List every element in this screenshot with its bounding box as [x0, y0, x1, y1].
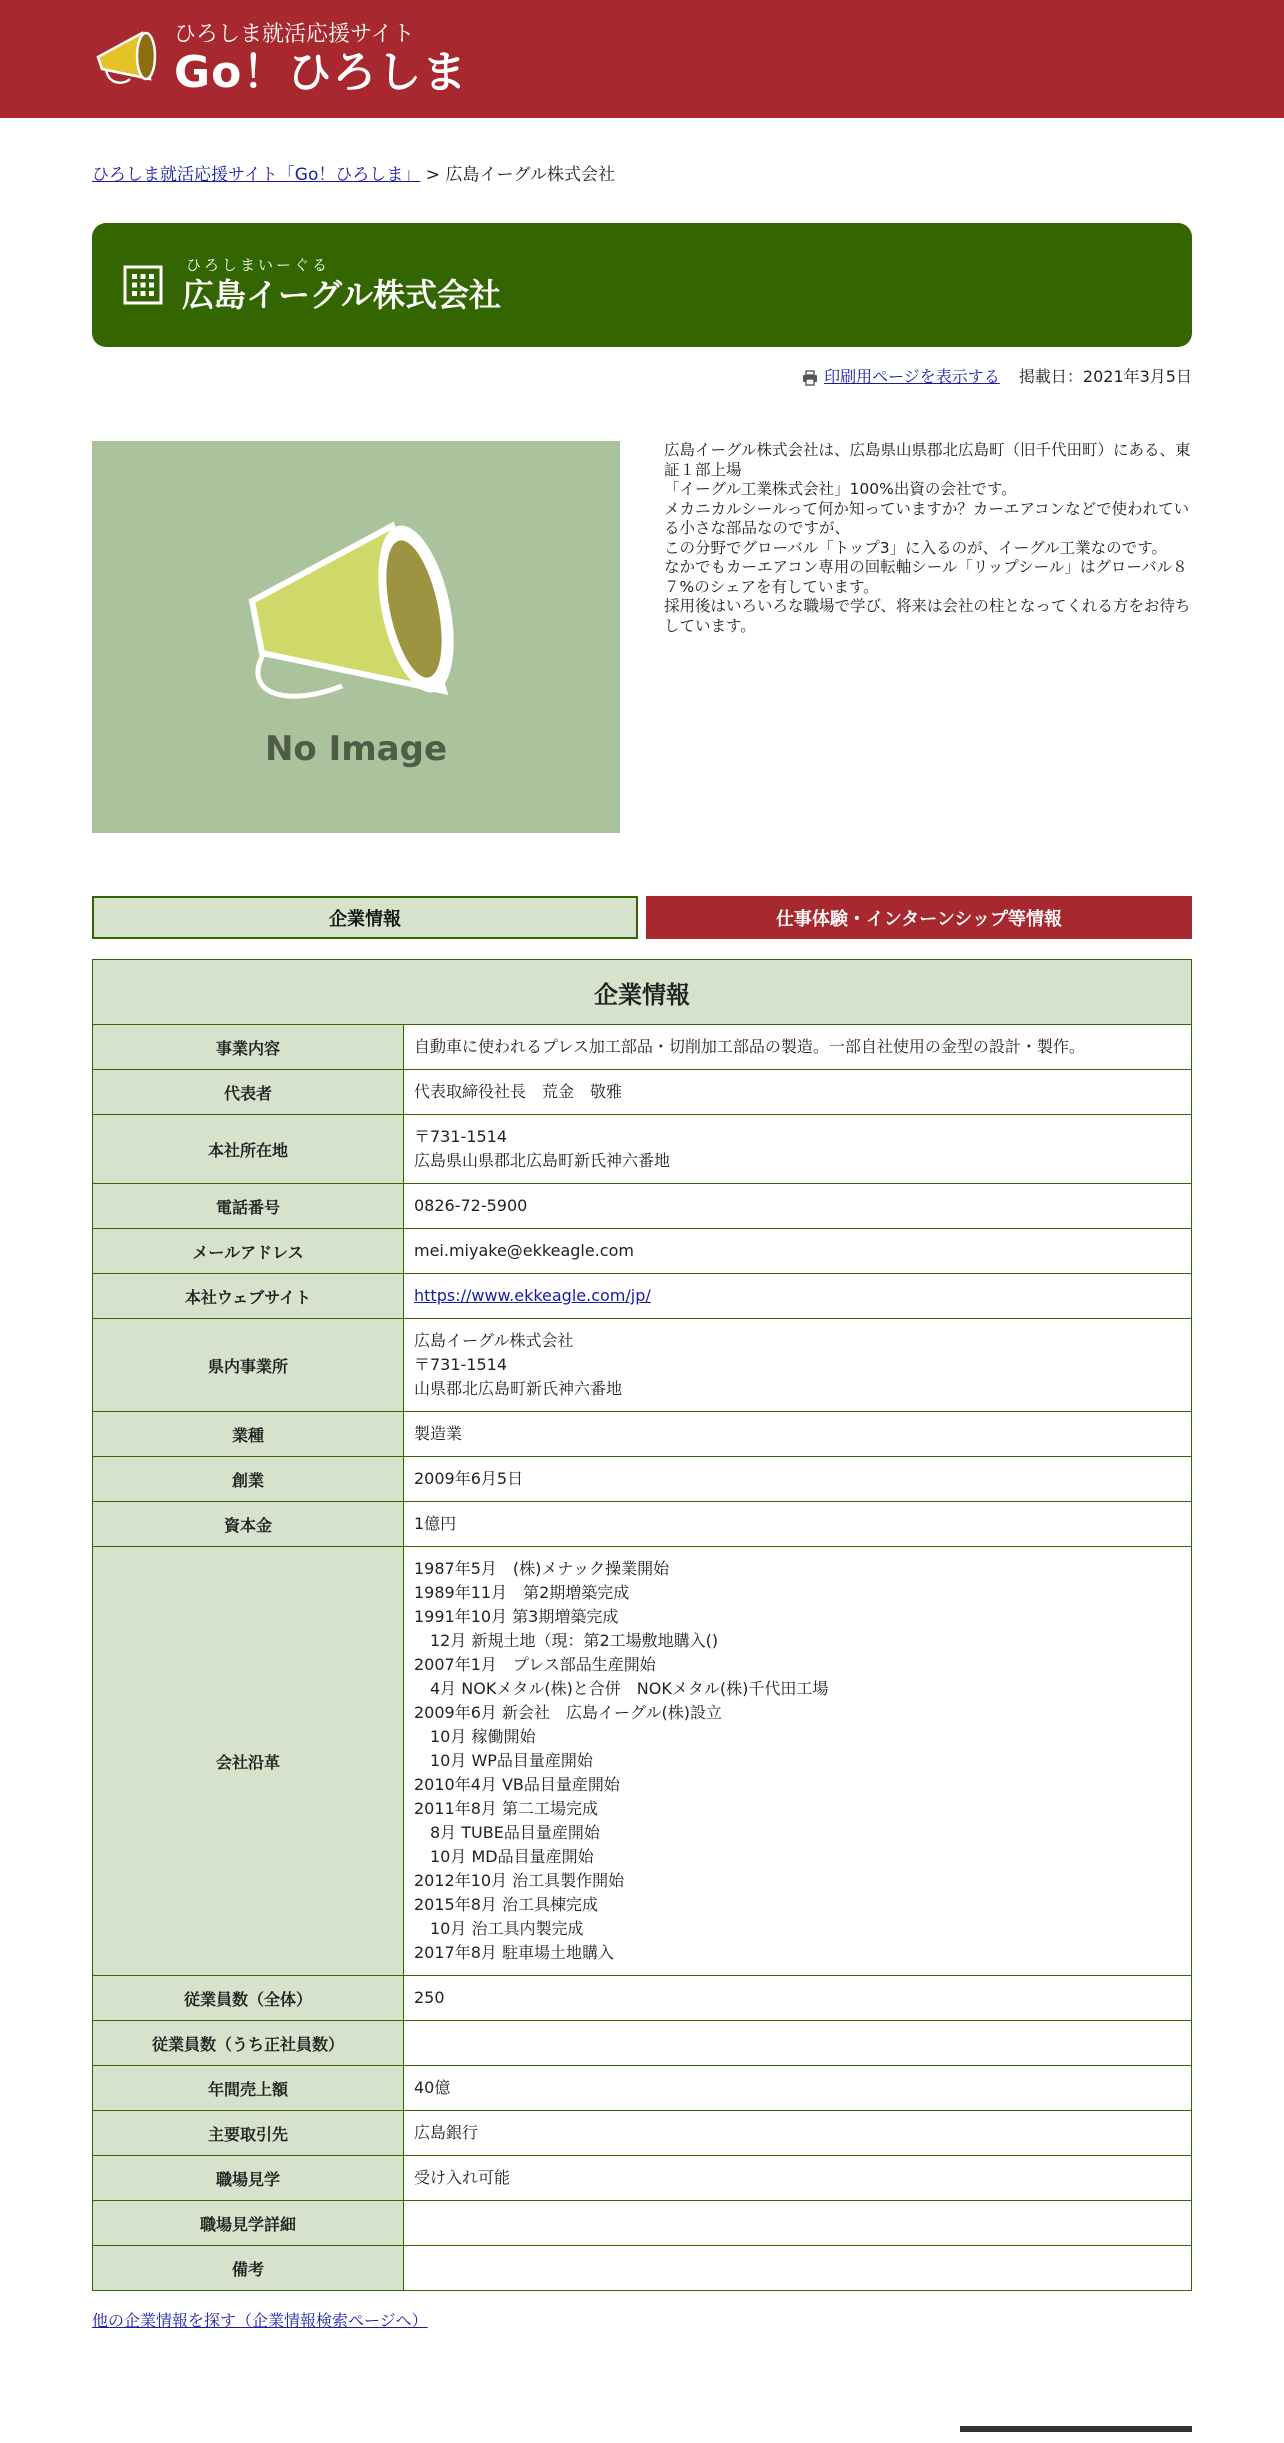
table-row — [93, 2111, 1192, 2156]
breadcrumb — [92, 160, 1192, 185]
company-name-ruby: ひろしまいーぐる — [186, 256, 331, 274]
row-label: 創業 — [93, 1457, 404, 1502]
row-label: 事業内容 — [93, 1025, 404, 1070]
search-other-companies-link[interactable]: 他の企業情報を探す（企業情報検索ページへ） — [92, 2311, 428, 2330]
table-row — [93, 2246, 1192, 2291]
bottom-bar — [960, 2426, 1192, 2432]
print-page-link[interactable]: 印刷用ページを表示する — [824, 367, 1000, 386]
row-label: メールアドレス — [93, 1229, 404, 1274]
table-row — [93, 1274, 1192, 1319]
row-label: 業種 — [93, 1412, 404, 1457]
table-row — [93, 2066, 1192, 2111]
row-label: 県内事業所 — [93, 1319, 404, 1412]
row-value: 製造業 — [404, 1412, 1192, 1457]
company-image — [92, 441, 620, 833]
row-value: 広島銀行 — [404, 2111, 1192, 2156]
building-icon — [122, 264, 164, 306]
row-value — [404, 1274, 1192, 1319]
breadcrumb-separator: > — [425, 165, 441, 185]
row-value — [404, 2246, 1192, 2291]
table-row — [93, 1976, 1192, 2021]
row-label: 資本金 — [93, 1502, 404, 1547]
posted-date: 掲載日：2021年3月5日 — [1018, 367, 1192, 386]
row-value: 1億円 — [404, 1502, 1192, 1547]
megaphone-icon — [92, 441, 620, 833]
row-value: mei.miyake@ekkeagle.com — [404, 1229, 1192, 1274]
table-row — [93, 1502, 1192, 1547]
breadcrumb-current: 広島イーグル株式会社 — [445, 165, 615, 185]
table-row — [93, 2156, 1192, 2201]
row-value: 自動車に使われるプレス加工部品・切削加工部品の製造。一部自社使用の金型の設計・製作。 — [404, 1025, 1192, 1070]
logo-subtitle: ひろしま就活応援サイト — [174, 22, 415, 47]
table-row — [93, 1184, 1192, 1229]
back-link-wrap — [92, 2308, 1192, 2331]
company-info-table — [92, 959, 1192, 2291]
row-value — [404, 2021, 1192, 2066]
row-label: 職場見学 — [93, 2156, 404, 2201]
row-label: 備考 — [93, 2246, 404, 2291]
printer-icon — [802, 370, 818, 386]
megaphone-icon — [90, 23, 164, 97]
row-value: 250 — [404, 1976, 1192, 2021]
table-row — [93, 1229, 1192, 1274]
row-value: 代表取締役社長 荒金 敬雅 — [404, 1070, 1192, 1115]
no-image-label: No Image — [264, 729, 448, 769]
table-row — [93, 1115, 1192, 1184]
info-tabs — [92, 896, 1192, 939]
site-logo[interactable] — [90, 22, 467, 98]
table-row — [93, 1547, 1192, 1976]
row-label: 主要取引先 — [93, 2111, 404, 2156]
logo-title: Go！ひろしま — [174, 47, 468, 98]
row-value — [404, 2201, 1192, 2246]
row-value: 〒731-1514 広島県山県郡北広島町新氏神六番地 — [404, 1115, 1192, 1184]
row-label: 会社沿革 — [93, 1547, 404, 1976]
row-value: 0826-72-5900 — [404, 1184, 1192, 1229]
table-row — [93, 1412, 1192, 1457]
table-row — [93, 1025, 1192, 1070]
site-header — [0, 0, 1284, 118]
table-caption: 企業情報 — [93, 960, 1192, 1025]
table-row — [93, 1319, 1192, 1412]
row-value: 1987年5月 (株)メナック操業開始 1989年11月 第2期増築完成 1991年10月 第3期増築完成 12月 新規土地（現：第2工場敷地購入() 2007年1月 プレス部品生産開始 4月 NOKメタル(株)と合併 NOKメタル(株)千代田工場 2009年6月 新会社 広島イーグル(株)設立 10月 稼働開始 10月 WP品目量産開始 2010年4月 VB品目量産開始 2011年8月 第二工場完成 8月 TUBE品目量産開始 10月 MD品目量産開始 2012年10月 治工具製作開始 2015年8月 治工具棟完成 10月 治工具内製完成 2017年8月 駐車場土地購入 — [404, 1547, 1192, 1976]
table-row — [93, 2201, 1192, 2246]
row-label: 従業員数（全体） — [93, 1976, 404, 2021]
table-row — [93, 2021, 1192, 2066]
page-title: 広島イーグル株式会社 — [182, 276, 502, 314]
table-row — [93, 1457, 1192, 1502]
company-website-link[interactable]: https://www.ekkeagle.com/jp/ — [414, 1286, 651, 1305]
row-label: 従業員数（うち正社員数） — [93, 2021, 404, 2066]
row-value: 40億 — [404, 2066, 1192, 2111]
row-label: 本社ウェブサイト — [93, 1274, 404, 1319]
row-label: 年間売上額 — [93, 2066, 404, 2111]
table-row — [93, 1070, 1192, 1115]
row-value: 受け入れ可能 — [404, 2156, 1192, 2201]
row-value: 2009年6月5日 — [404, 1457, 1192, 1502]
tab-company-info[interactable]: 企業情報 — [92, 896, 638, 939]
company-title-box — [92, 223, 1192, 347]
row-label: 職場見学詳細 — [93, 2201, 404, 2246]
row-value: 広島イーグル株式会社 〒731-1514 山県郡北広島町新氏神六番地 — [404, 1319, 1192, 1412]
row-label: 代表者 — [93, 1070, 404, 1115]
company-description: 広島イーグル株式会社は、広島県山県郡北広島町（旧千代田町）にある、東証１部上場 「イーグル工業株式会社」100%出資の会社です。 メカニカルシールって何か知っていますか？カーエアコンなどで使われている小さな部品なのですが、 この分野でグローバル「トップ3」に入るのが、イーグル工業なのです。 なかでもカーエアコン専用の回転軸シール「リップシール」はグローバル８７%のシェアを有しています。 採用後はいろいろな職場で学び、将来は会社の柱となってくれる方をお待ちしています。 — [664, 441, 1191, 635]
row-label: 電話番号 — [93, 1184, 404, 1229]
tab-internship-info[interactable]: 仕事体験・インターンシップ等情報 — [646, 896, 1192, 939]
breadcrumb-home-link[interactable]: ひろしま就活応援サイト「Go！ひろしま」 — [92, 165, 421, 185]
row-label: 本社所在地 — [93, 1115, 404, 1184]
page-meta — [92, 364, 1192, 387]
